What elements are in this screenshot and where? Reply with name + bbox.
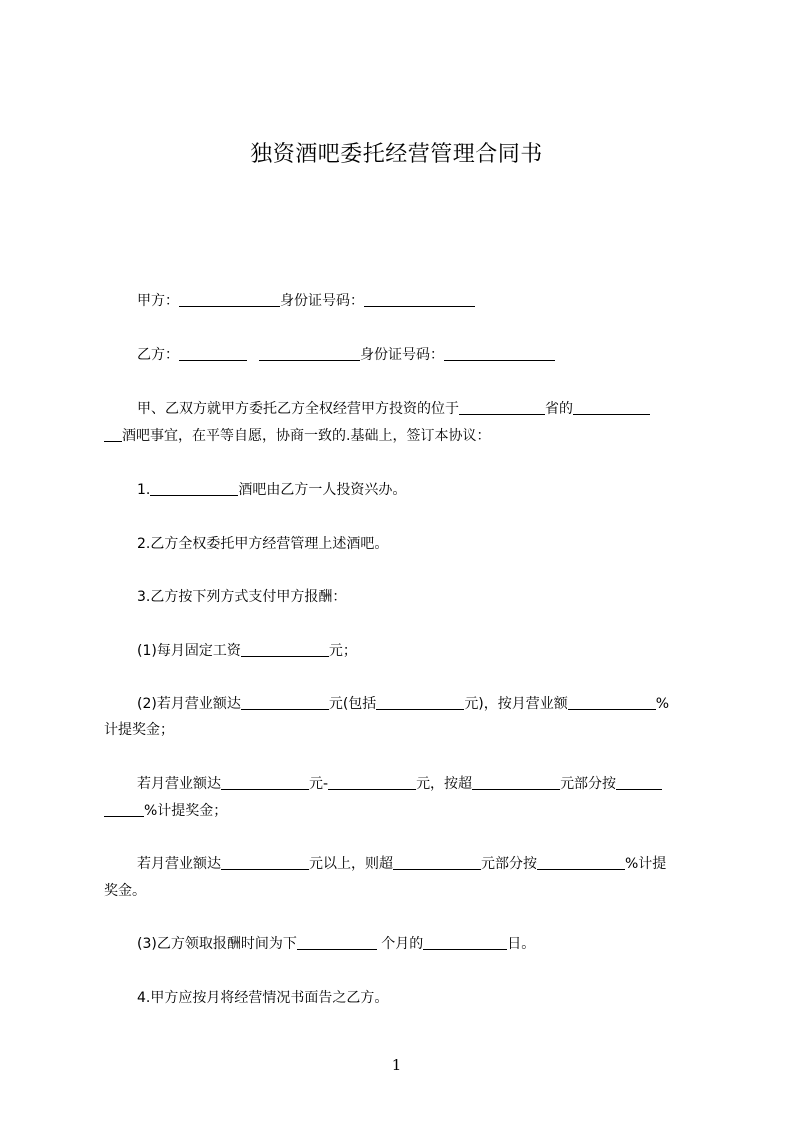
- page-number: 1: [391, 1056, 402, 1074]
- party-a-id-blank[interactable]: [364, 292, 475, 307]
- party-b-label: 乙方：: [137, 347, 179, 363]
- tier-2-text-c: 元，按超: [416, 776, 473, 792]
- party-a-label: 甲方：: [137, 293, 179, 309]
- tier-2-line-2: [104, 801, 704, 821]
- party-b-line: [137, 345, 704, 365]
- tier-3-min-blank[interactable]: [221, 855, 309, 870]
- tier-2-over-blank[interactable]: [472, 775, 560, 790]
- preamble-part2: 省的: [545, 401, 573, 417]
- clause-1: [137, 480, 704, 500]
- tier-2-percent-blank-2[interactable]: [104, 802, 144, 817]
- province-blank[interactable]: [573, 400, 650, 415]
- clause-1-blank[interactable]: [150, 481, 238, 496]
- tier-2-text-a: 若月营业额达: [137, 776, 221, 792]
- tier-3-text-d: %计提: [625, 856, 667, 872]
- tier-3-line-2: 奖金。: [104, 883, 146, 899]
- sub-2-text-d: %: [655, 696, 670, 712]
- tier-2-text-b: 元-: [309, 776, 329, 792]
- payday-day-blank[interactable]: [423, 935, 507, 950]
- tier-2-min-blank[interactable]: [221, 775, 309, 790]
- sub-2-text-c: 元)，按月营业额: [464, 696, 568, 712]
- party-b-id-label: 身份证号码：: [360, 347, 444, 363]
- tier-3-percent-blank[interactable]: [537, 855, 625, 870]
- preamble-part1: 甲、乙双方就甲方委托乙方全权经营甲方投资的位于: [137, 401, 459, 417]
- clause-2: 2.乙方全权委托甲方经营管理上述酒吧。: [137, 536, 389, 552]
- party-a-id-label: 身份证号码：: [280, 293, 364, 309]
- clause-4: 4.甲方应按月将经营情况书面告之乙方。: [137, 990, 389, 1006]
- clause-3: 3.乙方按下列方式支付甲方报酬：: [137, 589, 347, 605]
- tier-3-text-c: 元部分按: [481, 856, 537, 872]
- percent-blank[interactable]: [568, 695, 656, 710]
- sub-clause-2-line-2: 计提奖金；: [104, 722, 174, 738]
- party-a-name-blank[interactable]: [179, 292, 280, 307]
- party-b-id-blank[interactable]: [444, 346, 555, 361]
- sub-3-text-a: (3)乙方领取报酬时间为下: [137, 936, 297, 952]
- clause-1-text: 酒吧由乙方一人投资兴办。: [238, 482, 407, 498]
- tier-3-line-1: [137, 854, 704, 874]
- tier-2-max-blank[interactable]: [328, 775, 416, 790]
- sub-3-text-c: 日。: [507, 936, 536, 952]
- tier-2-text-d: 元部分按: [560, 776, 617, 792]
- party-b-name-blank-2[interactable]: [259, 346, 360, 361]
- preamble-part3: 酒吧事宜，在平等自愿，协商一致的.基础上，签订本协议：: [122, 428, 491, 444]
- revenue-blank[interactable]: [241, 695, 329, 710]
- payday-month-blank[interactable]: [297, 935, 377, 950]
- preamble-line-1: [137, 399, 704, 419]
- sub-clause-1: [137, 641, 704, 661]
- sub-1-text-b: 元；: [328, 643, 357, 659]
- monthly-salary-blank[interactable]: [241, 642, 329, 657]
- location-blank[interactable]: [459, 400, 545, 415]
- include-blank[interactable]: [376, 695, 464, 710]
- party-a-line: [137, 291, 704, 311]
- tier-3-over-blank[interactable]: [393, 855, 481, 870]
- bar-name-blank[interactable]: [104, 427, 122, 442]
- preamble-line-2: [104, 426, 704, 446]
- sub-2-text-a: (2)若月营业额达: [137, 696, 241, 712]
- tier-3-text-b: 元以上，则超: [309, 856, 393, 872]
- sub-3-text-b: 个月的: [376, 936, 424, 952]
- sub-2-text-b: 元(包括: [328, 696, 377, 712]
- document-title: 独资酒吧委托经营管理合同书: [250, 142, 543, 167]
- party-b-name-blank[interactable]: [179, 346, 247, 361]
- clause-1-num: 1.: [137, 482, 151, 498]
- sub-1-text-a: (1)每月固定工资: [137, 643, 241, 659]
- sub-clause-2-line-1: [137, 694, 704, 714]
- tier-2-text-e: %计提奖金；: [144, 803, 228, 819]
- tier-2-line-1: [137, 774, 704, 794]
- tier-2-percent-blank[interactable]: [616, 775, 662, 790]
- sub-clause-3: [137, 934, 704, 954]
- tier-3-text-a: 若月营业额达: [137, 856, 221, 872]
